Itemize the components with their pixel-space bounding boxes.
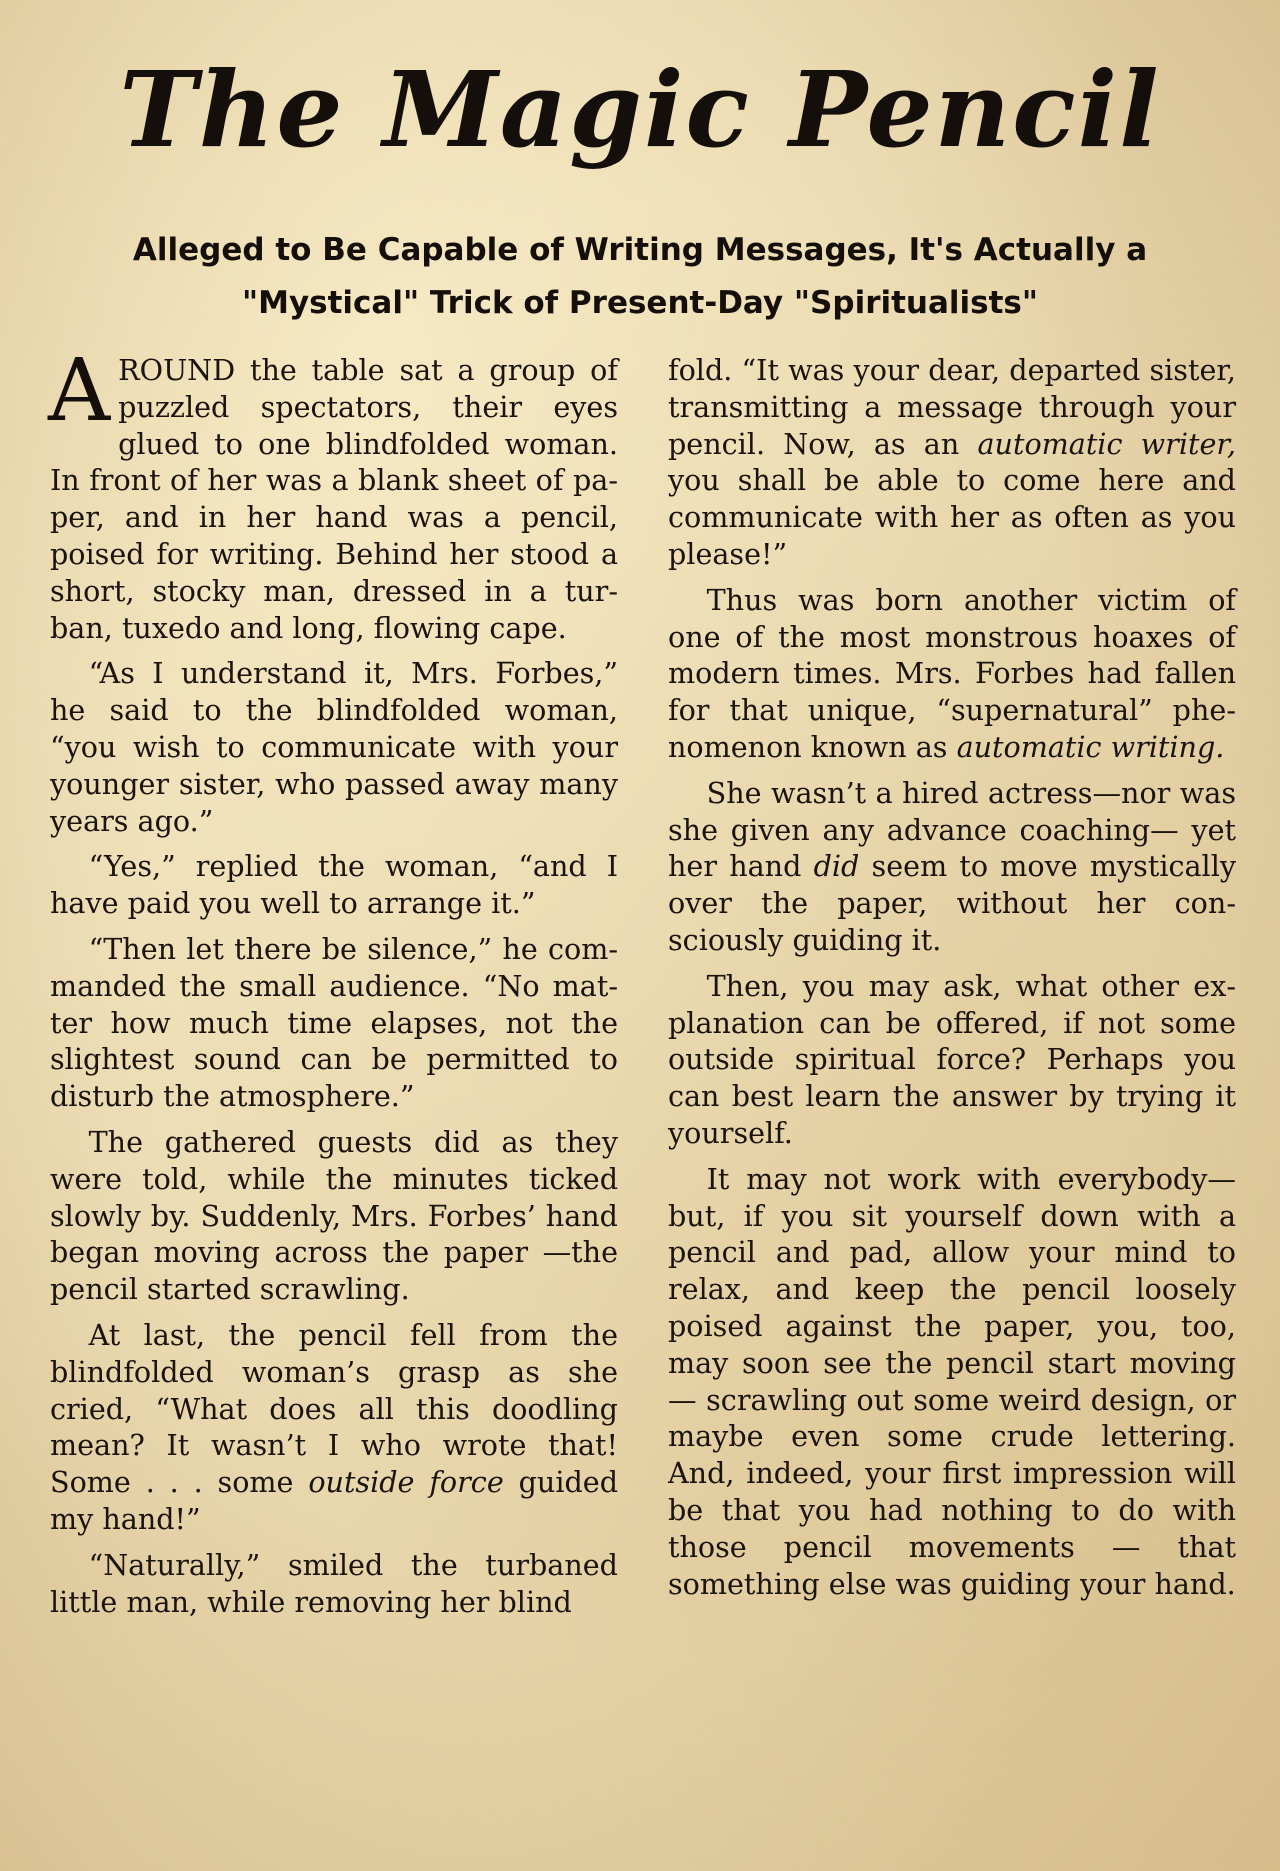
article-subtitle: [100, 224, 1180, 330]
emphasis: automatic writer,: [977, 426, 1236, 461]
text-run: seem to move mystically over the paper, without her consciously guiding it.: [668, 849, 1236, 957]
lead-text: the table sat a group of puzzled spectators, their eyes glued to one blindfolded woman. In front of her was a blank sheet of paper, and in her hand was a pencil, poised for writing. Behind her stood a short, stocky man, dressed in a turban, tuxedo and long, flowing cape.: [50, 353, 618, 645]
lead-caps: ROUND: [118, 353, 236, 387]
emphasis: did: [813, 849, 860, 884]
paragraph: [50, 1317, 618, 1538]
subtitle-line-2: "Mystical" Trick of Present-Day "Spiritualists": [241, 285, 1039, 321]
paragraph: “As I understand it, Mrs. Forbes,” he said to the blindfolded woman, “you wish to communicate with your younger sister, who passed away many years ago.”: [50, 656, 618, 838]
paragraph: [668, 352, 1236, 573]
text-run: She wasn’t a hired actress—nor was she given any advance coaching— yet her hand: [668, 775, 1236, 884]
right-column: [668, 352, 1236, 1611]
paragraph: It may not work with everybody— but, if you sit yourself down with a pencil and pad, allow your mind to relax, and keep the pencil loosely poised against the paper, you, too, may soon see the pencil start moving— scrawling out some weird design, or maybe even some crude lettering. And, indeed, your first impression will be that you had nothing to do with those pencil movements — that something else was guiding your hand.: [668, 1161, 1236, 1601]
paragraph: “Yes,” replied the woman, “and I have paid you well to arrange it.”: [50, 849, 618, 921]
drop-cap: A: [48, 341, 111, 441]
emphasis: automatic writing.: [956, 729, 1225, 764]
text-run: At last, the pencil fell from the blindfolded woman’s grasp as she cried, “What does all this doodling mean? It wasn’t I who wrote that! Some . . . some: [50, 1317, 618, 1500]
text-run: Thus was born another victim of one of the most monstrous hoaxes of modern times. Mrs. Forbes had fallen for that unique, “supernatural” phenomenon known as: [668, 582, 1236, 764]
paragraph: The gathered guests did as they were told, while the minutes ticked slowly by. Suddenly, Mrs. Forbes’ hand began moving across the paper —the pencil started scrawling.: [50, 1124, 618, 1307]
emphasis: outside force: [308, 1465, 504, 1500]
paragraph: “Then let there be silence,” he commanded the small audience. “No matter how much time elapses, not the slightest sound can be permitted to disturb the atmosphere.”: [50, 931, 618, 1114]
left-column: [48, 341, 618, 1629]
paragraph: [48, 341, 618, 646]
paragraph: [668, 582, 1236, 766]
paragraph: Then, you may ask, what other explanation can be offered, if not some outside spiritual force? Perhaps you can best learn the answer by trying it yourself.: [668, 968, 1236, 1150]
paragraph: [668, 775, 1236, 959]
article-title: The Magic Pencil: [119, 48, 1161, 171]
paragraph: “Naturally,” smiled the turbaned little man, while removing her blind: [50, 1547, 618, 1619]
subtitle-line-1: Alleged to Be Capable of Writing Messages, It's Actually a: [132, 232, 1148, 268]
text-run: fold. “It was your dear, departed sister, transmitting a message through your pencil. Now, as an: [668, 353, 1236, 461]
text-run: you shall be able to come here and communicate with her as often as you please!”: [668, 463, 1236, 571]
text-run: guided my hand!”: [50, 1465, 618, 1536]
